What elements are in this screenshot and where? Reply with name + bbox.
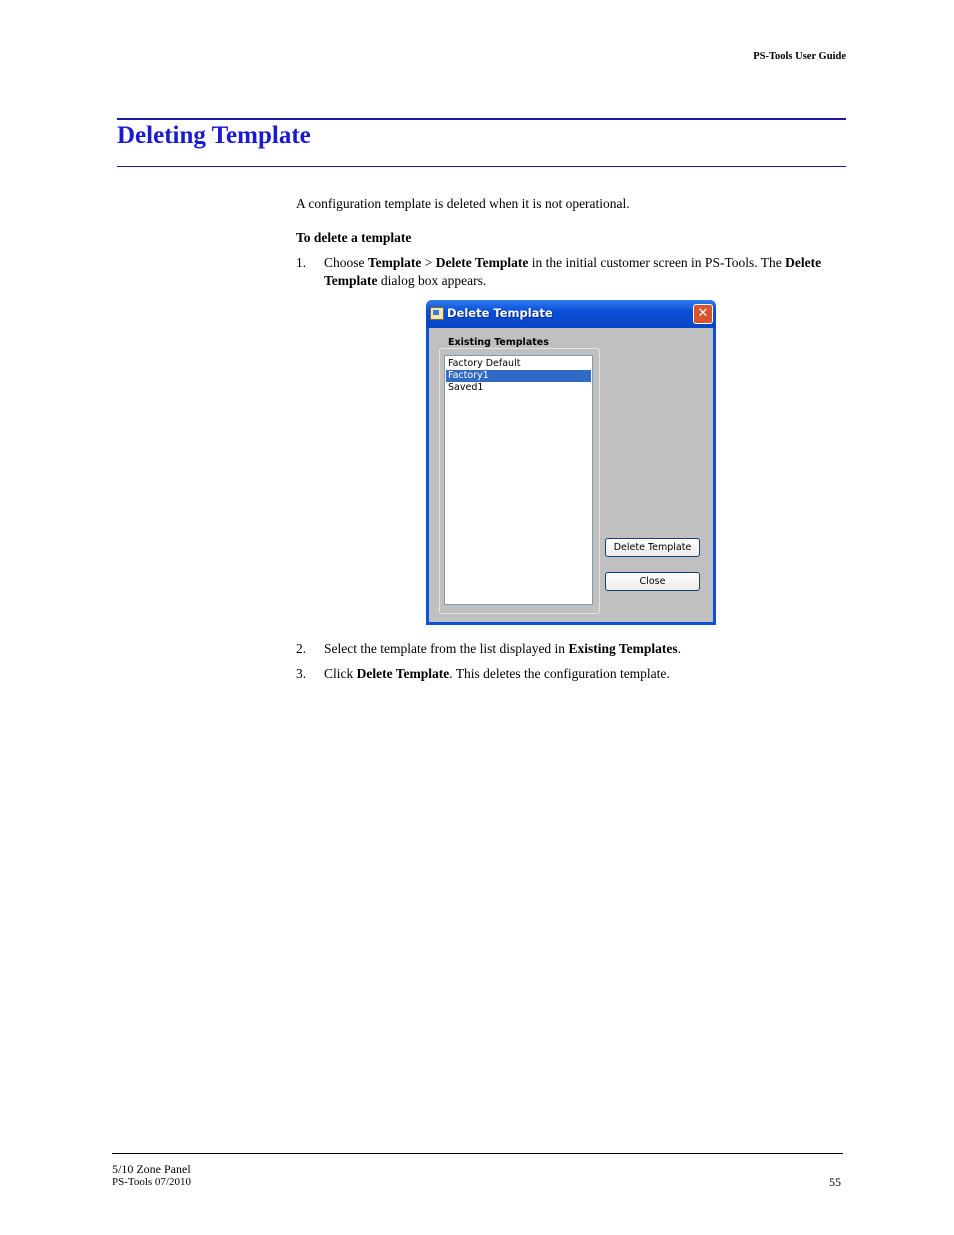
section-title: Deleting Template: [117, 122, 311, 149]
step-text: [324, 665, 846, 683]
delete-template-dialog: [426, 300, 716, 625]
running-header: PS-Tools User Guide: [753, 51, 846, 62]
bold-term: Delete Template: [324, 255, 822, 288]
procedure-heading: To delete a template: [296, 230, 412, 245]
footer-rule: [112, 1153, 843, 1154]
list-item[interactable]: Saved1: [448, 382, 484, 393]
title-top-rule: [117, 118, 846, 120]
text-run: . This deletes the configuration template.: [449, 666, 670, 681]
close-button[interactable]: Close: [605, 572, 700, 591]
delete-template-button[interactable]: Delete Template: [605, 538, 700, 557]
bold-term: Delete Template: [356, 666, 450, 681]
step-number: 2.: [296, 641, 307, 656]
footer-edition: PS-Tools 07/2010: [112, 1176, 191, 1188]
dialog-client-area: [429, 328, 713, 622]
step-text: [324, 640, 846, 658]
text-run: Choose: [324, 255, 368, 270]
close-icon[interactable]: ✕: [693, 304, 713, 324]
title-bottom-rule: [117, 166, 846, 167]
dialog-title: Delete Template: [447, 306, 553, 320]
existing-templates-list[interactable]: [444, 355, 593, 605]
page-number: 55: [829, 1175, 841, 1189]
list-item[interactable]: Factory1: [446, 370, 591, 382]
text-run: in the initial customer screen in PS-Tools. The: [528, 255, 786, 270]
bold-term: Existing Templates: [568, 641, 678, 656]
text-run: dialog box appears.: [377, 273, 487, 288]
step-number: 1.: [296, 255, 307, 270]
text-run: Select the template from the list displayed in: [324, 641, 569, 656]
existing-templates-label: Existing Templates: [448, 337, 549, 348]
footer-product: 5/10 Zone Panel: [112, 1162, 191, 1176]
text-run: >: [421, 255, 436, 270]
intro-paragraph: A configuration template is deleted when it is not operational.: [296, 196, 630, 211]
bold-term: Delete Template: [435, 255, 529, 270]
bold-term: Template: [367, 255, 422, 270]
text-run: .: [677, 641, 681, 656]
list-item[interactable]: Factory Default: [448, 358, 521, 369]
step-text: [324, 254, 846, 290]
dialog-titlebar[interactable]: [426, 300, 716, 328]
text-run: Click: [324, 666, 357, 681]
app-window-icon: [430, 307, 444, 320]
step-number: 3.: [296, 666, 307, 681]
